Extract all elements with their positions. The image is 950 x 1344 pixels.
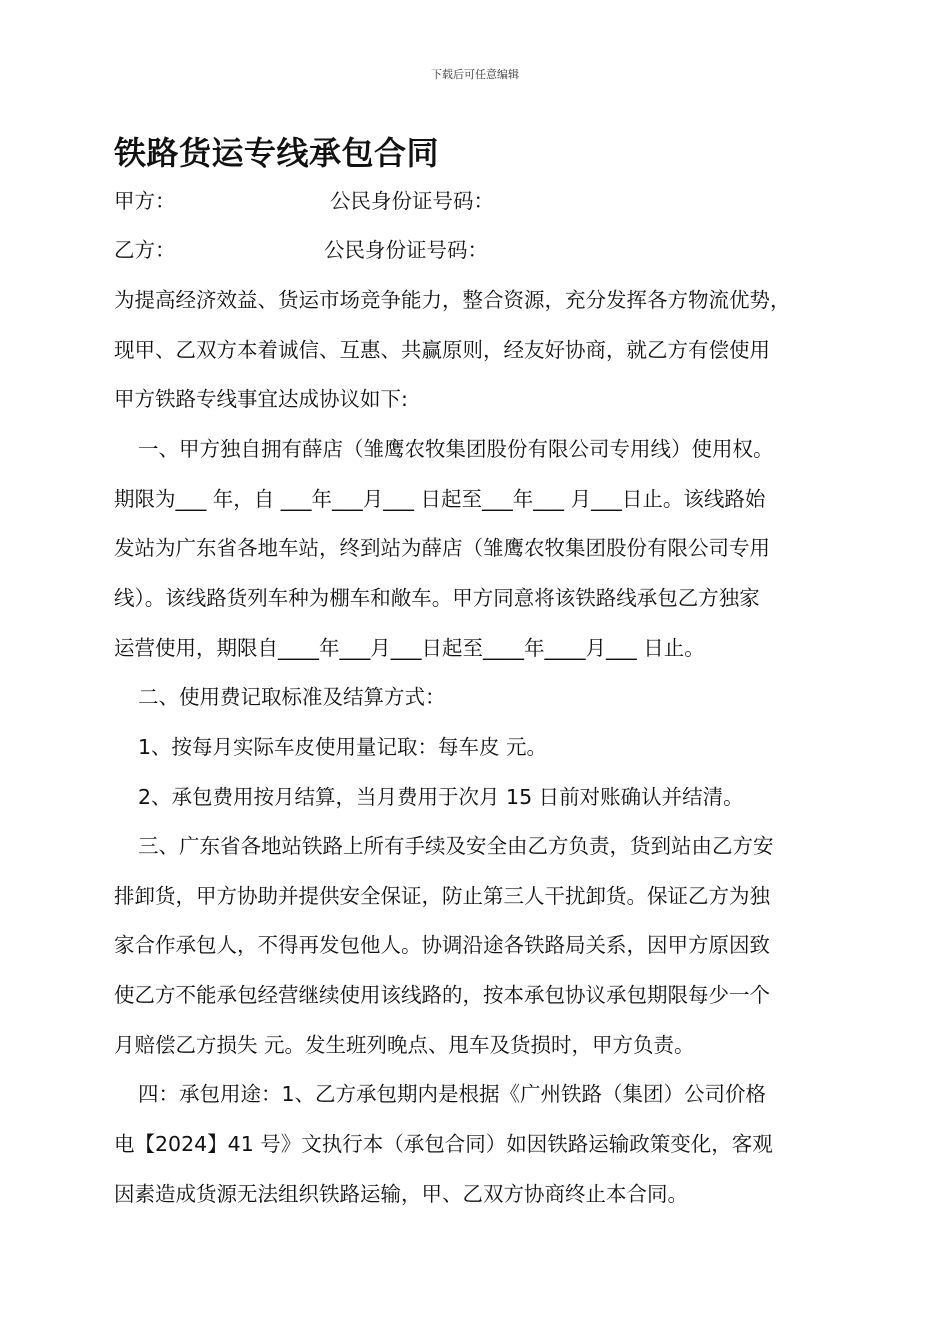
clause-1-line-3: 发站为广东省各地车站，终到站为薛店（雏鹰农牧集团股份有限公司专用: [114, 536, 770, 560]
clause-2-item-2: 2、承包费用按月结算，当月费用于次月 15 日前对账确认并结清。: [138, 785, 744, 809]
clause-3-line-5: 月赔偿乙方损失 元。发生班列晚点、甩车及货损时，甲方负责。: [114, 1033, 695, 1057]
clause-3-line-1: 三、广东省各地站铁路上所有手续及安全由乙方负责，货到站由乙方安: [138, 834, 774, 858]
preamble-line-2: 现甲、乙双方本着诚信、互惠、共赢原则，经友好协商，就乙方有偿使用: [114, 338, 770, 362]
clause-3-line-4: 使乙方不能承包经营继续使用该线路的，按本承包协议承包期限每少一个: [114, 983, 770, 1007]
clause-3-line-2: 排卸货，甲方协助并提供安全保证，防止第三人干扰卸货。保证乙方为独: [114, 884, 770, 908]
clause-4-line-2: 电【2024】41 号》文执行本（承包合同）如因铁路运输政策变化，客观: [114, 1132, 773, 1156]
party-a-label: 甲方：: [114, 189, 176, 213]
clause-1-line-4: 线）。该线路货列车种为棚车和敞车。甲方同意将该铁路线承包乙方独家: [114, 586, 760, 610]
clause-1-line-5: 运营使用，期限自____年___月___日起至____年____月___ 日止。: [114, 636, 705, 660]
party-b-id-label: 公民身份证号码：: [324, 238, 488, 262]
clause-4-line-3: 因素造成货源无法组织铁路运输，甲、乙双方协商终止本合同。: [114, 1182, 688, 1206]
document-title: 铁路货运专线承包合同: [114, 134, 440, 172]
party-b-label: 乙方：: [114, 238, 176, 262]
preamble-line-3: 甲方铁路专线事宜达成协议如下:: [114, 387, 408, 411]
clause-3-line-3: 家合作承包人，不得再发包他人。协调沿途各铁路局关系，因甲方原因致: [114, 933, 770, 957]
clause-4-line-1: 四：承包用途：1、乙方承包期内是根据《广州铁路（集团）公司价格: [138, 1082, 767, 1106]
clause-2-item-1: 1、按每月实际车皮使用量记取：每车皮 元。: [138, 735, 548, 759]
party-a-id-label: 公民身份证号码：: [330, 189, 494, 213]
clause-1-line-2: 期限为___ 年，自 ___年___月___ 日起至___年___ 月___日止。该线路始: [114, 487, 766, 511]
preamble-line-1: 为提高经济效益、货运市场竞争能力，整合资源，充分发挥各方物流优势，: [114, 288, 791, 312]
clause-1-line-1: 一、甲方独自拥有薛店（雏鹰农牧集团股份有限公司专用线）使用权。: [138, 437, 774, 461]
clause-2-heading: 二、使用费记取标准及结算方式：: [138, 685, 446, 709]
page-header-note: 下载后可任意编辑: [431, 68, 519, 81]
